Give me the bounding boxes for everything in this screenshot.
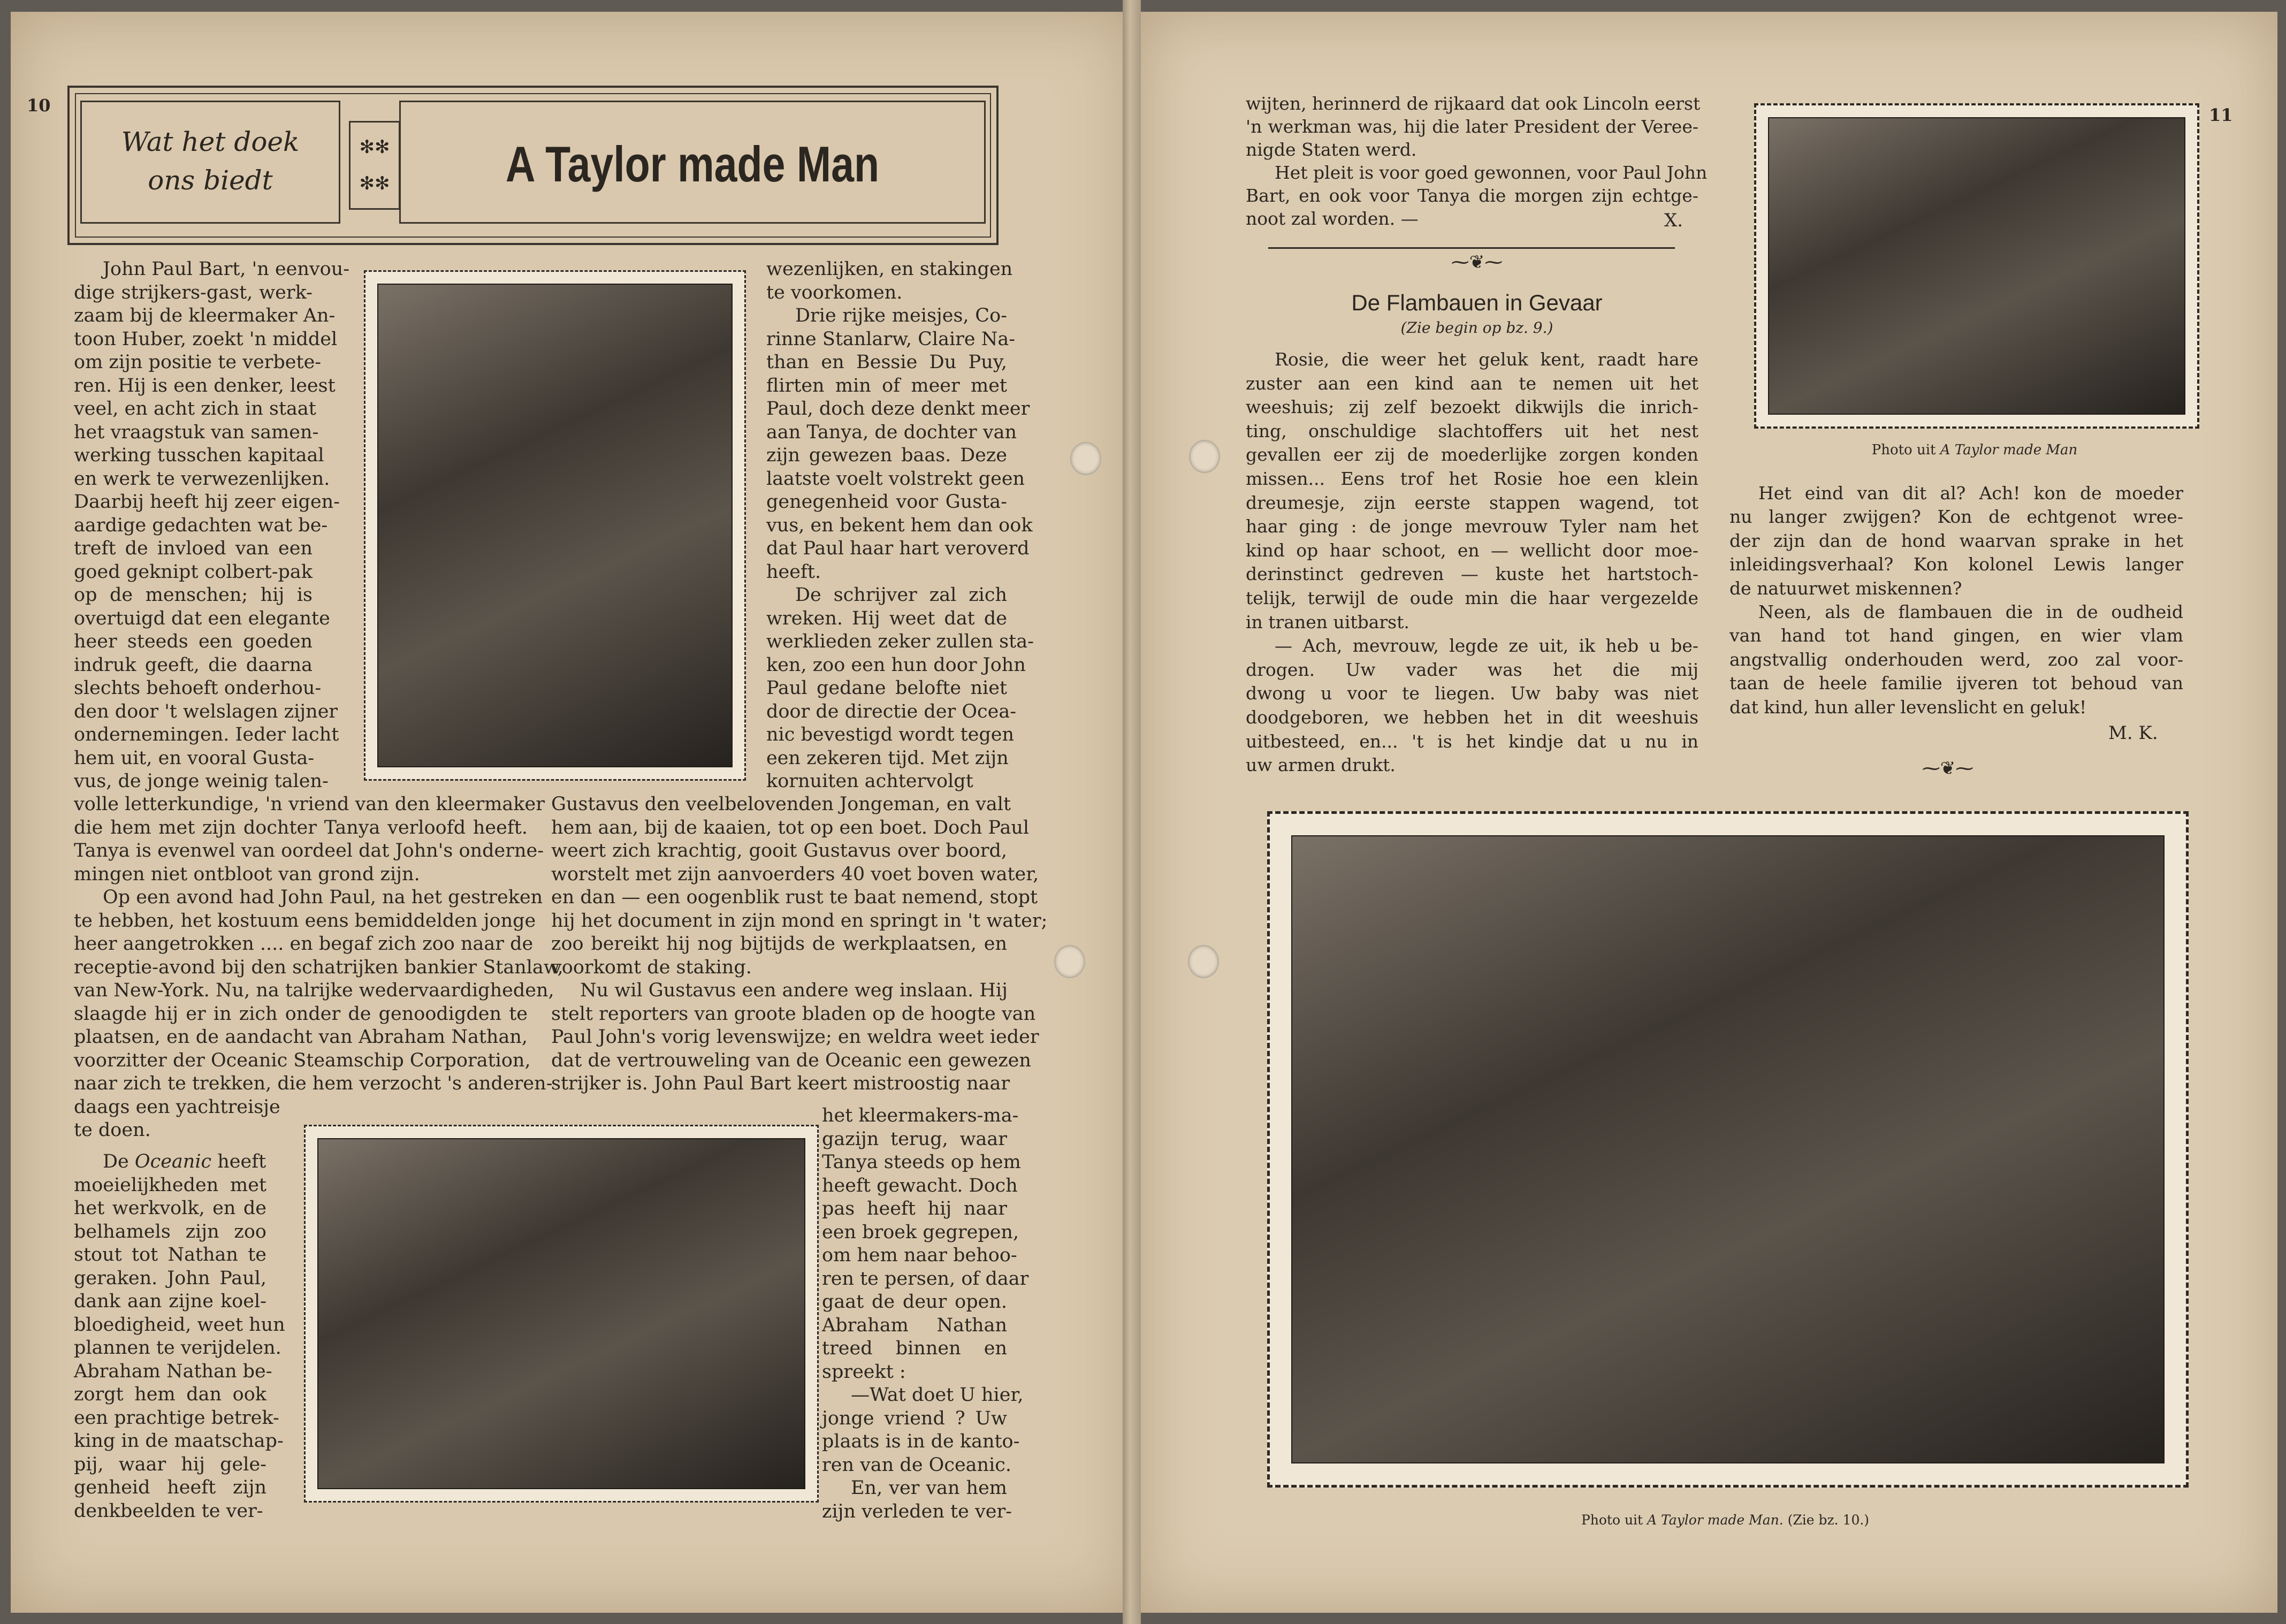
- text-line: en werk te verwezenlijken.: [74, 468, 330, 490]
- article-column-3: [766, 258, 1034, 794]
- text-line: rinne Stanlarw, Claire Na-: [766, 328, 1016, 350]
- text-line: gaat de deur open.: [822, 1291, 1007, 1313]
- text-line: uitbesteed, en... 't is het kindje dat u nu in: [1246, 730, 1698, 752]
- text-line: geraken. John Paul,: [74, 1267, 266, 1289]
- text-line: ren van de Oceanic.: [822, 1454, 1011, 1476]
- text-line: Paul John's vorig levenswijze; en weldra weet ieder: [551, 1026, 1039, 1048]
- story-ending-column: [1729, 482, 2183, 719]
- text-line: het vraagstuk van samen-: [74, 421, 319, 443]
- text-line: plaatsen, en de aandacht van Abraham Nathan,: [74, 1026, 528, 1048]
- text-line: worstelt met zijn aanvoerders 40 voet boven water,: [551, 863, 1039, 885]
- text-line: denkbeelden te ver-: [74, 1500, 263, 1522]
- text-line: en dan — een oogenblik rust te baat nemend, stopt: [551, 887, 1038, 908]
- text-line: dat kind, hun aller levenslicht en geluk!: [1729, 696, 2087, 718]
- text-line: weert zich krachtig, gooit Gustavus over boord,: [551, 840, 1007, 861]
- text-line: —Wat doet U hier,: [851, 1384, 1024, 1406]
- text-line: te doen.: [74, 1119, 151, 1141]
- text-line: voorzitter der Oceanic Steamschip Corporation,: [74, 1049, 531, 1071]
- text-line: aardige gedachten wat be-: [74, 514, 328, 536]
- text-line: dank aan zijne koel-: [74, 1291, 266, 1312]
- text-line: zijn verleden te ver-: [822, 1500, 1012, 1522]
- text-line: receptie-avond bij den schatrijken bankier Stanlaw,: [74, 956, 563, 978]
- text-line: spreekt :: [822, 1361, 906, 1383]
- text-line: te hebben, het kostuum eens bemiddelden jonge: [74, 910, 536, 932]
- text-line: zorgt hem dan ook: [74, 1384, 266, 1405]
- text-line: kornuiten achtervolgt: [766, 771, 973, 792]
- text-line: vus, de jonge weinig talen-: [74, 771, 329, 792]
- text-line: plaats is in de kanto-: [822, 1431, 1020, 1452]
- divider-ornament: ⁓❦⁓: [1451, 251, 1503, 273]
- story-column: [1246, 348, 1698, 777]
- text-line: En, ver van hem: [851, 1477, 1007, 1499]
- article-column-1: [74, 258, 350, 794]
- photo-boardroom: [1267, 811, 2189, 1488]
- kicker: Wat het doek ons biedt: [121, 126, 300, 196]
- text-line: Het pleit is voor goed gewonnen, voor Paul John: [1275, 162, 1708, 183]
- text-line: gazijn terug, waar: [822, 1128, 1007, 1150]
- text-line: telijk, terwijl de oude min die haar vergezelde: [1246, 587, 1698, 608]
- text-line: John Paul Bart, 'n eenvou-: [103, 258, 350, 280]
- text-line: slaagde hij er in zich onder de genoodigden te: [74, 1003, 528, 1025]
- text-line: vus, en bekent hem dan ook: [766, 514, 1033, 536]
- text-line: than en Bessie Du Puy,: [766, 352, 1007, 373]
- text-line: Tanya is evenwel van oordeel dat John's onderne-: [74, 840, 544, 861]
- text-line: flirten min of meer met: [766, 375, 1007, 397]
- divider-rule: [1268, 247, 1675, 249]
- text-line: dwong u voor te liegen. Uw baby was niet: [1246, 683, 1698, 704]
- kicker-box: [80, 101, 340, 224]
- text-line: taan de heele familie ijveren tot behoud van: [1729, 673, 2183, 694]
- text-line: kind op haar schoot, en — wellicht door moe-: [1246, 539, 1698, 561]
- text-line: doodgeboren, we hebben het in dit weeshuis: [1246, 706, 1698, 728]
- text-line: pij, waar hij gele-: [74, 1453, 266, 1475]
- text-line: Het eind van dit al? Ach! kon de moeder: [1758, 483, 2183, 504]
- text-line: door de directie der Ocea-: [766, 700, 1017, 722]
- text-line: uw armen drukt.: [1246, 754, 1396, 776]
- text-line: strijker is. John Paul Bart keert mistroostig naar: [551, 1073, 1010, 1094]
- article-continuation: [1246, 92, 1708, 230]
- article-wide-block-1: [74, 793, 563, 1142]
- text-line: genheid heeft zijn: [74, 1477, 266, 1498]
- text-line: pas heeft hij naar: [822, 1198, 1007, 1219]
- text-line: wreken. Hij weet dat de: [766, 607, 1007, 629]
- text-line: hem aan, bij de kaaien, tot op een boet. Doch Paul: [551, 817, 1030, 838]
- text-line: de natuurwet miskennen?: [1729, 577, 1962, 599]
- text-line: Bart, en ook voor Tanya die morgen zijn echtge-: [1246, 185, 1698, 206]
- text-line: derinstinct gedreven — kuste het hartstoch-: [1246, 563, 1698, 585]
- photo-caption-large: Photo uit A Taylor made Man. (Zie bz. 10.): [1581, 1512, 1870, 1528]
- text-line: indruk geeft, die daarna: [74, 654, 313, 676]
- text-line: om hem naar behoo-: [822, 1245, 1017, 1266]
- text-line: dreumesje, zijn eerste stappen wagend, tot: [1246, 492, 1698, 513]
- text-line: drogen. Uw vader was het die mij: [1246, 659, 1698, 680]
- text-line: ren. Hij is een denker, leest: [74, 375, 336, 397]
- text-line: jonge vriend ? Uw: [822, 1407, 1007, 1429]
- text-line: hij het document in zijn mond en springt in 't water;: [551, 910, 1048, 932]
- text-line: plannen te verijdelen.: [74, 1337, 281, 1359]
- text-line: treed binnen en: [822, 1338, 1007, 1359]
- text-line: Gustavus den veelbelovenden Jongeman, en valt: [551, 794, 1011, 815]
- text-line: haar ging : de jonge mevrouw Tyler nam het: [1246, 516, 1698, 537]
- text-line: zaam bij de kleermaker An-: [74, 305, 336, 326]
- end-ornament: ⁓❦⁓: [1922, 758, 1974, 779]
- text-line: Nu wil Gustavus een andere weg inslaan. Hij: [580, 980, 1008, 1001]
- text-line: gevallen eer zij de moederlijke zorgen konden: [1246, 444, 1698, 466]
- text-line: nigde Staten werd.: [1246, 139, 1417, 160]
- text-line: De Oceanic heeft: [103, 1151, 266, 1172]
- text-line: slechts behoeft onderhou-: [74, 677, 322, 699]
- text-line: daags een yachtreisje: [74, 1096, 280, 1118]
- text-line: stout tot Nathan te: [74, 1244, 266, 1265]
- text-line: ondernemingen. Ieder lacht: [74, 724, 339, 745]
- photo-workshop: [1754, 103, 2199, 429]
- text-line: Abraham Nathan: [822, 1314, 1007, 1336]
- text-line: noot zal worden. —: [1246, 208, 1419, 229]
- text-line: van New-York. Nu, na talrijke wedervaardigheden,: [74, 980, 554, 1001]
- page-title: A Taylor made Man: [505, 136, 880, 192]
- text-line: den door 't welslagen zijner: [74, 700, 338, 722]
- text-line: ting, onschuldige slachtoffers uit het nest: [1246, 420, 1698, 441]
- text-line: Tanya steeds op hem: [822, 1152, 1021, 1173]
- text-line: het werkvolk, en de: [74, 1198, 266, 1219]
- page-number-left: 10: [27, 95, 51, 116]
- text-line: heer aangetrokken .... en begaf zich zoo naar de: [74, 933, 534, 955]
- text-line: nu langer zwijgen? Kon de echtgenot wree-: [1729, 506, 2183, 528]
- text-line: weeshuis; zij zelf bezoekt dikwijls die inrich-: [1246, 397, 1698, 418]
- text-line: toon Huber, zoekt 'n middel: [74, 328, 338, 350]
- photo-street-scene: [304, 1125, 819, 1503]
- article-column-3b: [822, 1104, 1029, 1523]
- page-number-right: 11: [2209, 105, 2233, 125]
- text-line: 'n werkman was, hij die later President der Veree-: [1246, 116, 1698, 137]
- text-line: dige strijkers-gast, werk-: [74, 281, 313, 303]
- text-line: werklieden zeker zullen sta-: [766, 631, 1034, 652]
- text-line: zijn gewezen baas. Deze: [766, 445, 1007, 466]
- text-line: dat Paul haar hart veroverd: [766, 538, 1030, 559]
- photo-tailor-shop: [364, 270, 746, 781]
- text-line: een prachtige betrek-: [74, 1407, 279, 1429]
- text-line: Abraham Nathan be-: [74, 1360, 272, 1382]
- text-line: een zekeren tijd. Met zijn: [766, 747, 1009, 769]
- text-line: volle letterkundige, 'n vriend van den kleermaker: [74, 794, 545, 815]
- text-line: op de menschen; hij is: [74, 584, 313, 606]
- text-line: van hand tot hand gingen, en wier vlam: [1729, 625, 2183, 646]
- text-line: bloedigheid, weet hun: [74, 1314, 285, 1336]
- text-line: Rosie, die weer het geluk kent, raadt hare: [1275, 349, 1698, 370]
- punch-hole: [1189, 440, 1220, 473]
- article-column-1b: [74, 1150, 285, 1523]
- text-line: om zijn positie te verbete-: [74, 352, 322, 373]
- text-line: nic bevestigd wordt tegen: [766, 724, 1015, 745]
- text-line: Op een avond had John Paul, na het gestreken: [103, 887, 543, 908]
- story-subtitle: (Zie begin op bz. 9.): [1400, 319, 1553, 337]
- story-title: De Flambauen in Gevaar: [1351, 290, 1603, 315]
- text-line: — Ach, mevrouw, legde ze uit, ik heb u be-: [1275, 635, 1698, 657]
- punch-hole: [1054, 945, 1085, 978]
- text-line: ken, zoo een hun door John: [766, 654, 1026, 676]
- text-line: Paul gedane belofte niet: [766, 677, 1007, 699]
- text-line: goed geknipt colbert-pak: [74, 561, 313, 583]
- text-line: wezenlijken, en stakingen: [766, 258, 1013, 280]
- text-line: mingen niet ontbloot van grond zijn.: [74, 863, 420, 885]
- stars-ornament: ✻✻ ✻✻: [349, 121, 400, 210]
- signature-mk: M. K.: [2108, 722, 2158, 744]
- text-line: die hem met zijn dochter Tanya verloofd heeft.: [74, 817, 528, 838]
- text-line: De schrijver zal zich: [795, 584, 1007, 606]
- text-line: Neen, als de flambauen die in de oudheid: [1758, 601, 2183, 623]
- text-line: belhamels zijn zoo: [74, 1221, 266, 1242]
- text-line: het kleermakers-ma-: [822, 1105, 1019, 1126]
- text-line: Paul, doch deze denkt meer: [766, 398, 1030, 420]
- text-line: Daarbij heeft hij zeer eigen-: [74, 491, 340, 513]
- text-line: werking tusschen kapitaal: [74, 445, 324, 466]
- photo-caption-small: Photo uit A Taylor made Man: [1871, 442, 2078, 458]
- text-line: dat de vertrouweling van de Oceanic een gewezen: [551, 1049, 1031, 1071]
- text-line: ren te persen, of daar: [822, 1268, 1029, 1290]
- text-line: naar zich te trekken, die hem verzocht 's anderen-: [74, 1073, 553, 1094]
- spine: [1123, 0, 1141, 1624]
- text-line: laatste voelt volstrekt geen: [766, 468, 1025, 490]
- text-line: heeft.: [766, 561, 821, 583]
- text-line: heeft gewacht. Doch: [822, 1175, 1018, 1196]
- text-line: treft de invloed van een: [74, 538, 313, 559]
- text-line: een broek gegrepen,: [822, 1221, 1019, 1243]
- text-line: aan Tanya, de dochter van: [766, 421, 1017, 443]
- text-line: stelt reporters van groote bladen op de hoogte van: [551, 1003, 1036, 1025]
- text-line: wijten, herinnerd de rijkaard dat ook Lincoln eerst: [1246, 93, 1701, 114]
- text-line: der zijn dan de hond waarvan sprake in het: [1729, 530, 2183, 551]
- punch-hole: [1188, 945, 1219, 978]
- text-line: te voorkomen.: [766, 281, 903, 303]
- text-line: heer steeds een goeden: [74, 631, 313, 652]
- text-line: missen... Eens trof het Rosie hoe een klein: [1246, 468, 1698, 489]
- text-line: Drie rijke meisjes, Co-: [795, 305, 1007, 326]
- punch-hole: [1070, 442, 1101, 475]
- text-line: hem uit, en vooral Gusta-: [74, 747, 315, 769]
- text-line: voorkomt de staking.: [551, 956, 752, 978]
- text-line: king in de maatschap-: [74, 1430, 284, 1452]
- text-line: zoo bereikt hij nog bijtijds de werkplaatsen, en: [551, 933, 1007, 955]
- article-wide-block-2: [551, 793, 1048, 1096]
- text-line: inleidingsverhaal? Kon kolonel Lewis langer: [1729, 554, 2183, 575]
- text-line: in tranen uitbarst.: [1246, 611, 1409, 632]
- text-line: veel, en acht zich in staat: [74, 398, 316, 420]
- text-line: overtuigd dat een elegante: [74, 607, 330, 629]
- text-line: genegenheid voor Gusta-: [766, 491, 1007, 513]
- text-line: moeielijkheden met: [74, 1174, 266, 1196]
- text-line: angstvallig onderhouden werd, zoo zal voor-: [1729, 649, 2183, 670]
- text-line: zuster aan een kind aan te nemen uit het: [1246, 372, 1698, 394]
- signature-x: X.: [1664, 210, 1683, 231]
- title-box: [399, 101, 986, 224]
